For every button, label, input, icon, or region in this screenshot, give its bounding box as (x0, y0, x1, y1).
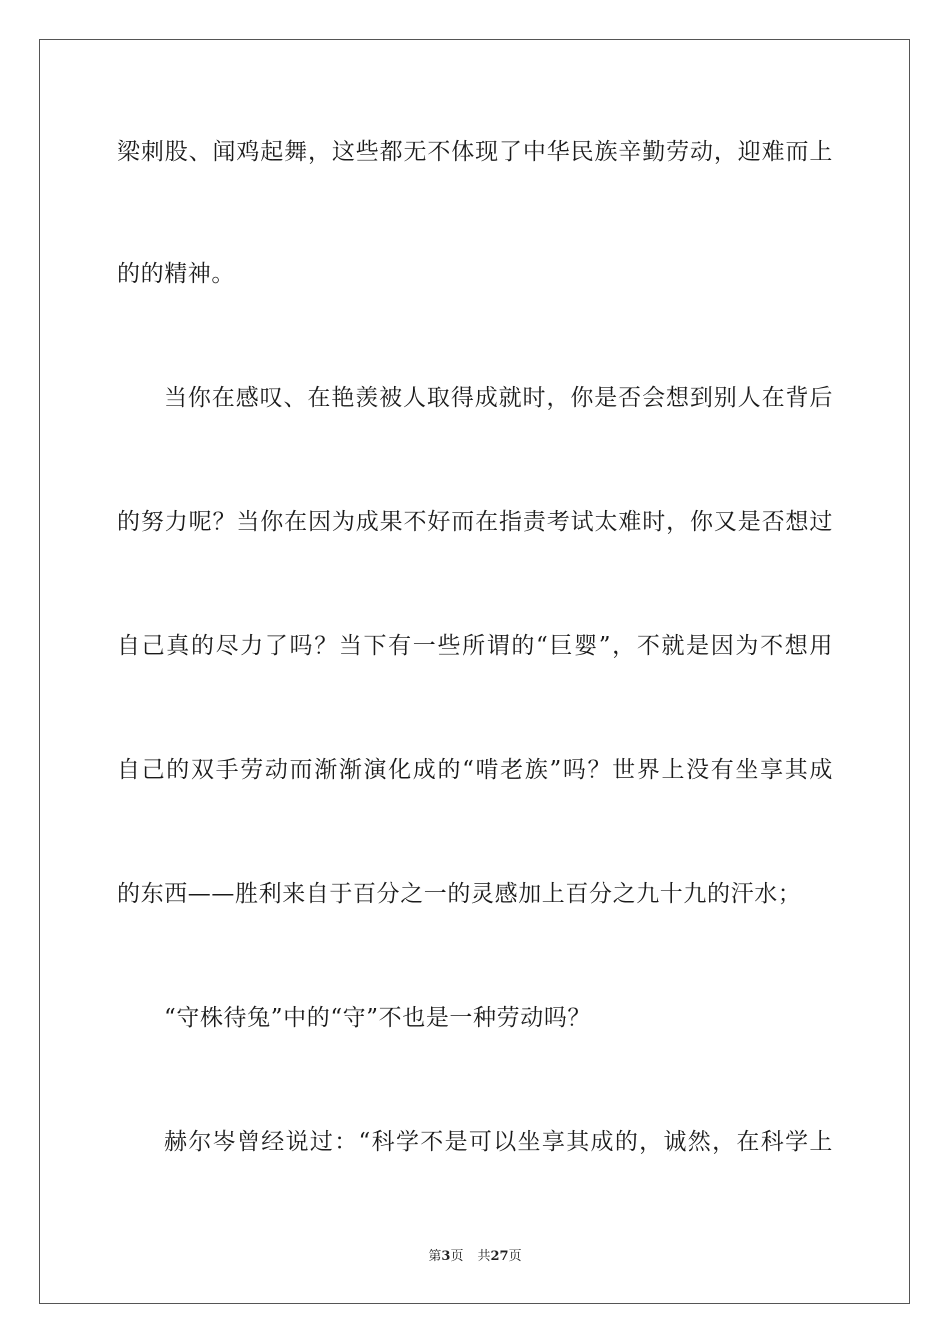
page-footer (0, 1248, 950, 1266)
body-line-9: 赫尔岑曾经说过：“科学不是可以坐享其成的，诚然，在科学上 (164, 1129, 833, 1155)
footer-page-number: 3 (441, 1249, 451, 1264)
body-line-8: “守株待兔”中的“守”不也是一种劳动吗？ (164, 1005, 592, 1031)
body-line-6: 自己的双手劳动而渐渐演化成的“啃老族”吗？世界上没有坐享其成 (117, 757, 833, 783)
body-line-5: 自己真的尽力了吗？当下有一些所谓的“巨婴”，不就是因为不想用 (117, 633, 833, 659)
footer-total-pages: 27 (490, 1249, 509, 1264)
footer-page-prefix: 第 (428, 1249, 442, 1264)
body-line-7: 的东西——胜利来自于百分之一的灵感加上百分之九十九的汗水； (117, 881, 802, 907)
footer-page-suffix: 页 (450, 1249, 464, 1264)
body-line-2: 的的精神。 (117, 261, 235, 287)
body-line-3: 当你在感叹、在艳羡被人取得成就时，你是否会想到别人在背后 (164, 385, 833, 411)
body-line-4: 的努力呢？当你在因为成果不好而在指责考试太难时，你又是否想过 (117, 509, 833, 535)
body-line-1: 梁刺股、闻鸡起舞，这些都无不体现了中华民族辛勤劳动，迎难而上 (117, 139, 833, 165)
page-border (39, 39, 910, 1304)
footer-total-prefix: 共 (477, 1249, 491, 1264)
footer-total-suffix: 页 (508, 1249, 522, 1264)
